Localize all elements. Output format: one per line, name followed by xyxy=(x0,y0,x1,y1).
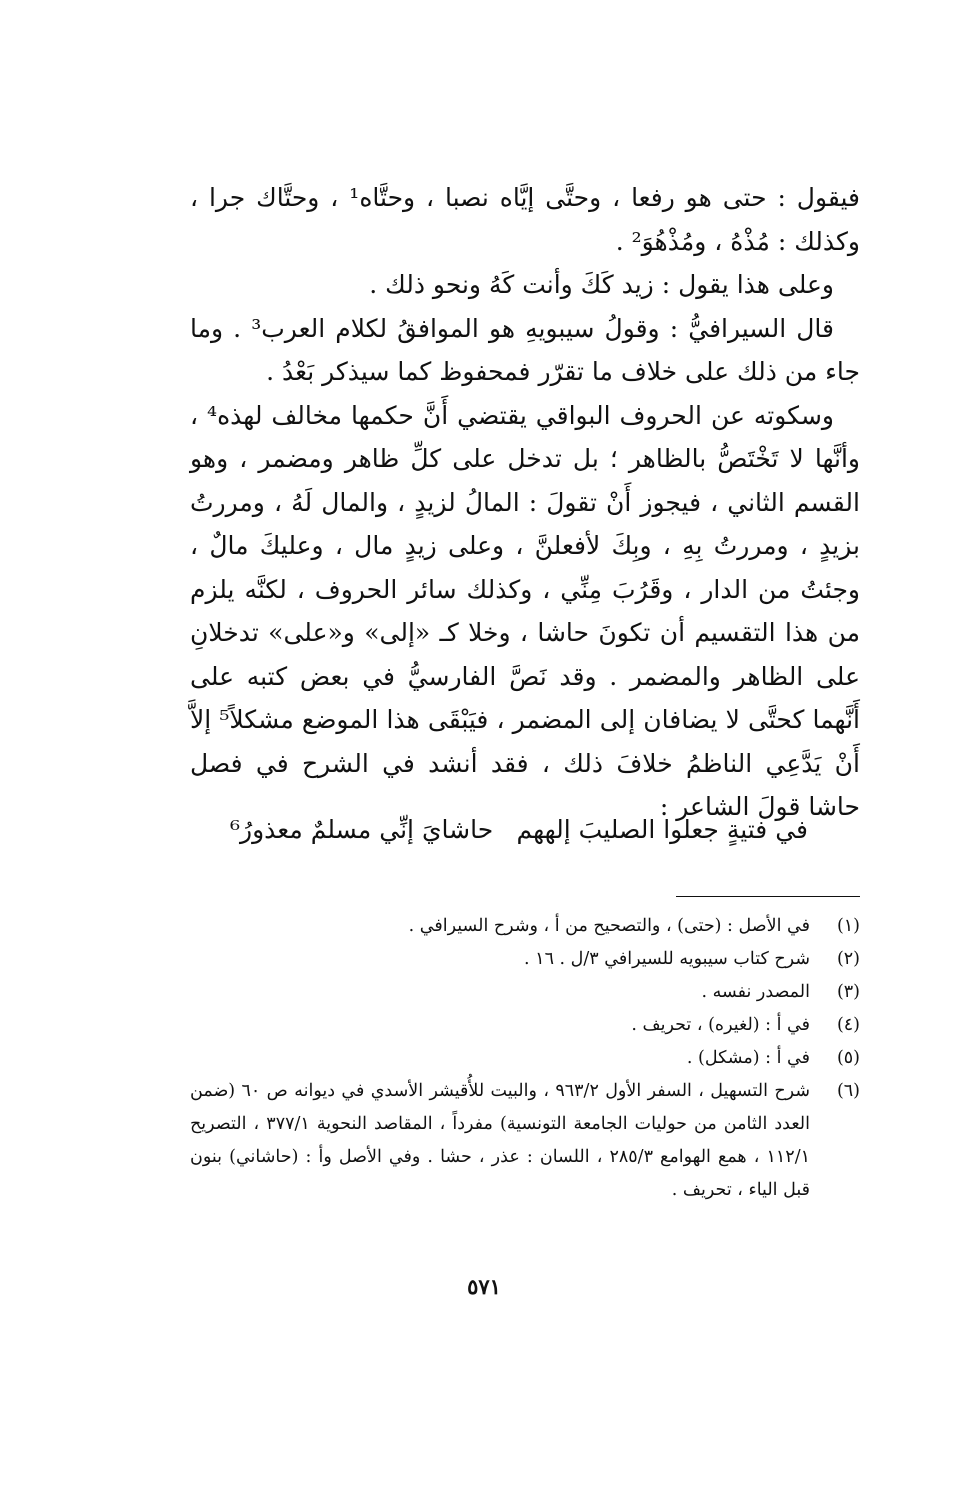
poetry-verse xyxy=(230,808,808,852)
footnote-item xyxy=(190,1009,860,1042)
paragraph-1: فيقول : حتى هو رفعا ، وحتَّى إيَّاه نصبا ، وحتَّاه¹ ، وحتَّاك جرا ، وكذلك : مُذْهُ ، ومُذْهُوَ² . xyxy=(190,183,861,256)
footnote-text: شرح التسهيل ، السفر الأول ٩٦٣/٢ ، والبيت للأُقيشر الأسدي في ديوانه ص ٦٠ (ضمن العدد الثامن من حوليات الجامعة التونسية) مفرداً ، المقاصد النحوية ٣٧٧/١ ، التصريح ١١٢/١ ، همع الهوامع ٢٨٥/٣ ، اللسان : عذر ، حشا . وفي الأصل وأ : (حاشاني) بنون قبل الياء ، تحريف . xyxy=(190,1081,810,1200)
footnote-text: في أ : (مشكل) . xyxy=(686,1048,810,1068)
footnote-separator xyxy=(676,896,860,897)
verse-first-hemistich: في فتيةٍ جعلوا الصليبَ إلههم xyxy=(516,815,808,844)
page-number: ٥٧١ xyxy=(467,1274,501,1299)
paragraph-2: وعلى هذا يقول : زيد كَكَ وأنت كَهُ ونحو ذلك . xyxy=(369,270,834,299)
footnote-item xyxy=(190,976,860,1009)
footnote-item xyxy=(190,1075,860,1207)
footnotes xyxy=(190,910,860,1207)
footnote-number: (٣) xyxy=(836,982,860,1002)
footnote-text: المصدر نفسه . xyxy=(701,982,810,1002)
footnote-item xyxy=(190,910,860,943)
footnote-text: في الأصل : (حتى) ، والتصحيح من أ ، وشرح السيرافي . xyxy=(408,916,810,936)
footnote-text: في أ : (لغيره) ، تحريف . xyxy=(631,1015,810,1035)
footnote-item xyxy=(190,943,860,976)
footnote-number: (٢) xyxy=(836,949,860,969)
footnote-number: (١) xyxy=(836,916,860,936)
paragraph-3: قال السيرافيُّ : وقولُ سيبويهِ هو الموافقُ لكلام العرب³ . وما جاء من ذلك على خلاف ما تقرّر فمحفوظ كما سيذكر بَعْدُ . xyxy=(190,313,860,386)
verse-second-hemistich: حاشايَ إنِّي مسلمٌ معذورُ⁶ xyxy=(230,815,494,844)
footnote-number: (٦) xyxy=(836,1081,860,1101)
footnote-number: (٤) xyxy=(836,1015,860,1035)
footnote-text: شرح كتاب سيبويه للسيرافي ٣/ل . ١٦ . xyxy=(524,949,810,969)
footnote-item xyxy=(190,1042,860,1075)
footnote-number: (٥) xyxy=(836,1048,860,1068)
main-text xyxy=(190,176,860,829)
paragraph-4: وسكوته عن الحروف البواقي يقتضي أَنَّ حكمها مخالف لهذه⁴ ، وأنَّها لا تَخْتَصُّ بالظاهر ؛ بل تدخل على كلِّ ظاهر ومضمر ، وهو القسم الثاني ، فيجوز أَنْ تقولَ : المالُ لزيدٍ ، والمال لَهُ ، ومررتُ بزيدٍ ، ومررتُ بِهِ ، وبِكَ لأفعلنَّ ، وعلى زيدٍ مال ، وعليكَ مالٌ ، وجئتُ من الدار ، وقَرُبَ مِنِّي ، وكذلك سائر الحروف ، لكنَّه يلزم من هذا التقسيم أن تكونَ حاشا ، وخلا كـ «إلى» و«على» تدخلانِ على الظاهر والمضمر . وقد نَصَّ الفارسيُّ في بعض كتبه على أَنَّهما كحتَّى لا يضافان إلى المضمر ، فيَبْقَى هذا الموضع مشكلاً⁵ إلاَّ أَنْ يَدَّعِي الناظمُ خلافَ ذلك ، فقد أنشد في الشرح في فصل حاشا قولَ الشاعر : xyxy=(190,400,860,821)
